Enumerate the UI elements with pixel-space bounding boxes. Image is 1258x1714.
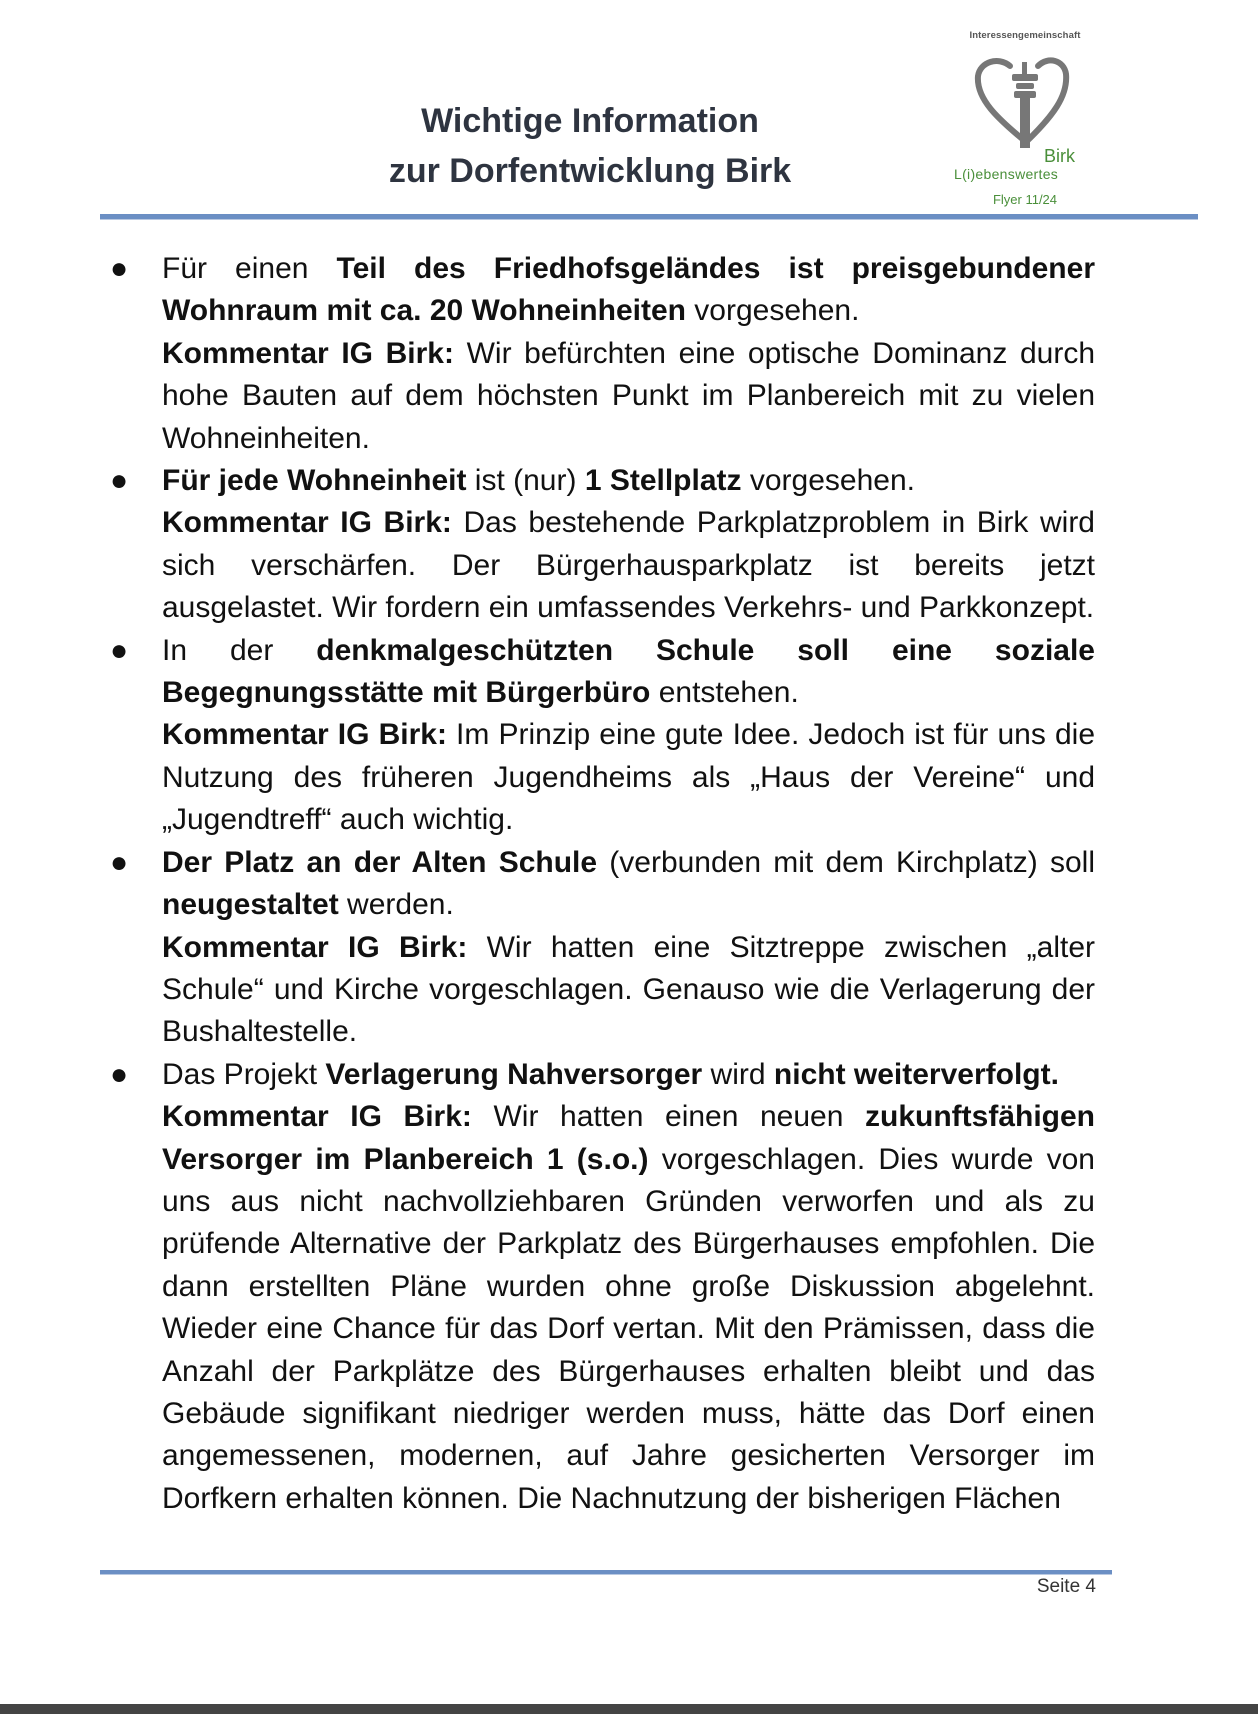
bullet-icon: ● xyxy=(110,1057,129,1091)
page-number: Seite 4 xyxy=(1036,1576,1096,1597)
item-comment: Kommentar IG Birk: Im Prinzip eine gute Idee. Jedoch ist für uns die Nutzung des früheren Jugendheims als „Haus der Vereine“ und „Jugendtreff“ auch wichtig. xyxy=(162,718,1096,837)
logo-org-name: Interessengemeinschaft xyxy=(969,30,1081,41)
bullet-icon: ● xyxy=(110,845,129,879)
footer-divider xyxy=(100,1570,1112,1575)
item-comment: Kommentar IG Birk: Wir hatten eine Sitztreppe zwischen „alter Schule“ und Kirche vorgeschlagen. Genauso wie die Verlagerung der Bushaltestelle. xyxy=(162,930,1095,1049)
item-statement: Das Projekt Verlagerung Nahversorger wird nicht weiterverfolgt. xyxy=(162,1057,1059,1091)
list-item xyxy=(110,460,1095,630)
item-comment: Kommentar IG Birk: Wir hatten einen neuen zukunftsfähigen Versorger im Planbereich 1 (s.o.) vorgeschlagen. Dies wurde von uns aus nicht nachvollziehbaren Gründen verworfen und als zu prüfende Alternative der Parkplatz des Bürgerhauses empfohlen. Die dann erstellten Pläne wurden ohne große Diskussion abgelehnt. Wieder eine Chance für das Dorf vertan. Mit den Prämissen, dass die Anzahl der Parkplätze des Bürgerhauses erhalten bleibt und das Gebäude signifikant niedriger werden muss, hätte das Dorf einen angemessenen, modernen, auf Jahre gesicherten Versorger im Dorfkern erhalten können. Die Nachnutzung der bisherigen Flächen xyxy=(162,1100,1095,1515)
bullet-icon: ● xyxy=(110,464,129,498)
list-item xyxy=(110,842,1095,1054)
item-statement: Der Platz an der Alten Schule (verbunden mit dem Kirchplatz) soll neugestaltet werden. xyxy=(162,845,1095,922)
list-item xyxy=(110,1054,1095,1520)
comment-label: Kommentar IG Birk: xyxy=(162,336,454,370)
list-item xyxy=(110,630,1095,842)
ig-birk-logo xyxy=(950,26,1100,216)
item-statement: In der denkmalgeschützten Schule soll eine soziale Begegnungsstätte mit Bürgerbüro entstehen. xyxy=(162,633,1095,710)
flyer-number: Flyer 11/24 xyxy=(992,192,1058,207)
item-statement: Für jede Wohneinheit ist (nur) 1 Stellplatz vorgesehen. xyxy=(162,464,915,498)
comment-label: Kommentar IG Birk: xyxy=(162,506,452,540)
bullet-icon: ● xyxy=(110,252,129,285)
title-line-2: zur Dorfentwicklung Birk xyxy=(388,152,792,190)
item-comment: Kommentar IG Birk: Wir befürchten eine optische Dominanz durch hohe Bauten auf dem höchsten Punkt im Planbereich mit zu vielen Wohneinheiten. xyxy=(162,336,1095,455)
list-item xyxy=(110,248,1095,460)
item-comment: Kommentar IG Birk: Das bestehende Parkplatzproblem in Birk wird sich verschärfen. Der Bürgerhausparkplatz ist bereits jetzt ausgelastet. Wir fordern ein umfassendes Verkehrs- und Parkkonzept. xyxy=(162,506,1095,625)
document-title xyxy=(290,96,890,196)
item-statement: Für einen Teil des Friedhofsgeländes ist preisgebundener Wohnraum mit ca. 20 Wohneinheiten vorgesehen. xyxy=(162,252,1095,328)
viewer-bottom-edge xyxy=(0,1704,1258,1714)
comment-label: Kommentar IG Birk: xyxy=(162,1100,472,1134)
bullet-icon: ● xyxy=(110,633,129,667)
title-line-1: Wichtige Information xyxy=(421,102,759,140)
logo-tagline: L(i)ebenswertes xyxy=(954,166,1059,182)
tower-heart-icon xyxy=(968,54,1078,154)
comment-label: Kommentar IG Birk: xyxy=(162,930,468,964)
bullet-list xyxy=(110,248,1095,1520)
logo-birk: Birk xyxy=(1044,146,1075,166)
comment-label: Kommentar IG Birk: xyxy=(162,718,447,752)
header-divider xyxy=(100,214,1198,220)
